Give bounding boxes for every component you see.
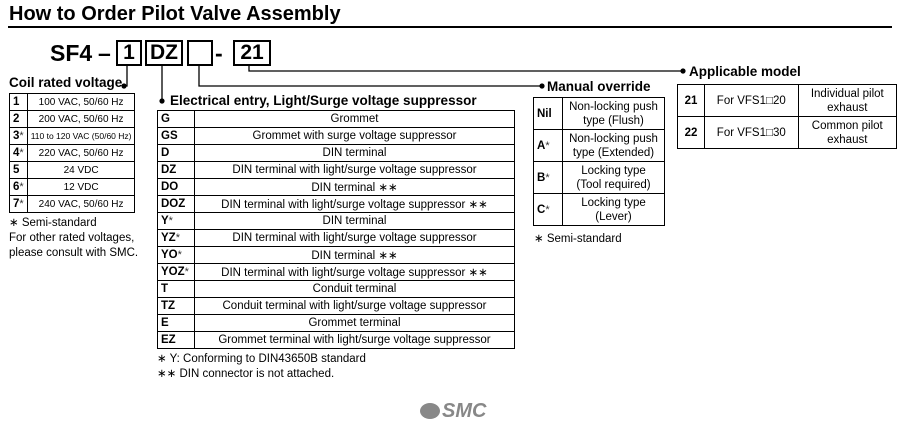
manual-code	[534, 194, 563, 226]
coil-voltage: 200 VAC, 50/60 Hz	[27, 111, 135, 128]
coil-code	[10, 94, 28, 111]
manual-desc-line-1: Locking type	[581, 164, 646, 177]
electrical-code	[158, 145, 195, 162]
smc-logo-text: SMC	[442, 400, 487, 422]
electrical-code-key: Y	[161, 215, 169, 227]
coil-code-star: *	[19, 130, 24, 142]
electrical-row	[158, 213, 515, 230]
electrical-code-key: G	[161, 113, 170, 125]
page-title: How to Order Pilot Valve Assembly	[9, 3, 341, 25]
smc-logo-mark-icon	[420, 403, 440, 419]
electrical-code	[158, 264, 195, 281]
model-row	[678, 117, 897, 149]
electrical-desc: Grommet terminal	[195, 315, 515, 332]
electrical-row	[158, 315, 515, 332]
manual-desc	[563, 194, 665, 226]
manual-header: Manual override	[547, 79, 651, 94]
electrical-code	[158, 213, 195, 230]
coil-voltage: 100 VAC, 50/60 Hz	[27, 94, 135, 111]
model-exhaust-line-1: Common pilot	[811, 119, 883, 132]
coil-code-key: 1	[13, 96, 20, 108]
electrical-code	[158, 230, 195, 247]
electrical-desc: DIN terminal with light/surge voltage suppressor	[195, 162, 515, 179]
electrical-code-star: *	[184, 266, 189, 278]
electrical-desc: DIN terminal with light/surge voltage suppressor	[195, 230, 515, 247]
coil-voltage: 110 to 120 VAC (50/60 Hz)	[27, 128, 135, 145]
electrical-desc: DIN terminal	[195, 145, 515, 162]
manual-code-star: *	[545, 139, 550, 152]
manual-code-key: C	[537, 203, 546, 216]
manual-note: ∗ Semi-standard	[534, 233, 622, 245]
coil-code	[10, 128, 28, 145]
code-box-electrical: DZ	[145, 40, 183, 66]
coil-notes	[9, 216, 138, 261]
electrical-code	[158, 247, 195, 264]
electrical-code	[158, 315, 195, 332]
electrical-desc: DIN terminal with light/surge voltage suppressor ∗∗	[195, 264, 515, 281]
electrical-row	[158, 128, 515, 145]
electrical-code-key: TZ	[161, 300, 176, 312]
electrical-code-key: DO	[161, 181, 179, 193]
model-exhaust-line-2: exhaust	[827, 101, 868, 114]
model-code: 22	[678, 117, 705, 149]
manual-code-key: Nil	[537, 107, 552, 120]
manual-row	[534, 130, 665, 162]
electrical-code-key: YO	[161, 249, 178, 261]
smc-logo	[420, 400, 486, 423]
electrical-row	[158, 162, 515, 179]
coil-voltage: 220 VAC, 50/60 Hz	[27, 145, 135, 162]
coil-row	[10, 94, 135, 111]
coil-note: please consult with SMC.	[9, 247, 139, 259]
manual-code-star: *	[545, 171, 550, 184]
electrical-code-key: YOZ	[161, 266, 185, 278]
electrical-desc: Conduit terminal with light/surge voltage suppressor	[195, 298, 515, 315]
electrical-row	[158, 111, 515, 128]
electrical-code-star: *	[177, 249, 182, 261]
electrical-note: ∗ Y: Conforming to DIN43650B standard	[157, 353, 366, 365]
coil-header: Coil rated voltage	[9, 75, 123, 90]
manual-override-table	[533, 97, 665, 226]
coil-code	[10, 145, 28, 162]
electrical-code-key: DOZ	[161, 198, 186, 210]
coil-code-key: 3	[13, 130, 20, 142]
code-box-model: 21	[233, 40, 271, 66]
manual-desc-line-1: Non-locking push	[569, 132, 658, 145]
coil-code	[10, 196, 28, 213]
coil-code	[10, 162, 28, 179]
electrical-code-key: T	[161, 283, 169, 295]
electrical-row	[158, 298, 515, 315]
applicable-model-table	[677, 84, 897, 149]
manual-code-key: B	[537, 171, 546, 184]
electrical-code	[158, 128, 195, 145]
electrical-row	[158, 230, 515, 247]
model-exhaust	[798, 85, 896, 117]
coil-code-key: 2	[13, 113, 20, 125]
coil-code-key: 7	[13, 198, 20, 210]
manual-desc-line-1: Non-locking push	[569, 100, 658, 113]
coil-code-star: *	[19, 147, 24, 159]
electrical-row	[158, 247, 515, 264]
model-exhaust	[798, 117, 896, 149]
electrical-desc: Conduit terminal	[195, 281, 515, 298]
manual-row	[534, 194, 665, 226]
coil-code-star: *	[19, 181, 24, 193]
electrical-desc: DIN terminal ∗∗	[195, 179, 515, 196]
manual-desc-line-2: (Tool required)	[576, 178, 651, 191]
manual-row	[534, 162, 665, 194]
coil-code-star: *	[19, 198, 24, 210]
electrical-header: Electrical entry, Light/Surge voltage suppressor	[170, 93, 477, 108]
electrical-code	[158, 111, 195, 128]
manual-desc-line-2: type (Flush)	[583, 114, 644, 127]
electrical-code-key: EZ	[161, 334, 176, 346]
electrical-row	[158, 179, 515, 196]
electrical-note: ∗∗ DIN connector is not attached.	[157, 368, 335, 380]
electrical-desc: Grommet terminal with light/surge voltage suppressor	[195, 332, 515, 349]
model-row	[678, 85, 897, 117]
manual-code-star: *	[545, 203, 550, 216]
electrical-code-key: YZ	[161, 232, 176, 244]
coil-row	[10, 111, 135, 128]
model-valve: For VFS1□20	[705, 85, 799, 117]
coil-code-key: 5	[13, 164, 20, 176]
manual-row	[534, 98, 665, 130]
electrical-row	[158, 145, 515, 162]
electrical-row	[158, 196, 515, 213]
model-header: Applicable model	[689, 64, 801, 79]
electrical-desc: DIN terminal with light/surge voltage suppressor ∗∗	[195, 196, 515, 213]
code-prefix: SF4	[50, 40, 93, 66]
model-exhaust-line-2: exhaust	[827, 133, 868, 146]
manual-desc	[563, 162, 665, 194]
electrical-code-key: GS	[161, 130, 178, 142]
coil-voltage-table	[9, 93, 135, 213]
manual-code	[534, 98, 563, 130]
electrical-row	[158, 332, 515, 349]
electrical-code	[158, 179, 195, 196]
coil-voltage: 12 VDC	[27, 179, 135, 196]
coil-row	[10, 162, 135, 179]
model-valve: For VFS1□30	[705, 117, 799, 149]
electrical-code-star: *	[168, 215, 173, 227]
electrical-desc: DIN terminal ∗∗	[195, 247, 515, 264]
electrical-code	[158, 162, 195, 179]
coil-row	[10, 179, 135, 196]
manual-desc-line-2: type (Extended)	[572, 146, 655, 159]
electrical-code-key: D	[161, 147, 170, 159]
electrical-desc: Grommet with surge voltage suppressor	[195, 128, 515, 145]
coil-row	[10, 145, 135, 162]
manual-desc-line-1: Locking type	[581, 196, 646, 209]
electrical-code	[158, 196, 195, 213]
coil-code	[10, 111, 28, 128]
electrical-row	[158, 264, 515, 281]
coil-note: For other rated voltages,	[9, 232, 135, 244]
code-dash-2: -	[215, 40, 223, 66]
electrical-row	[158, 281, 515, 298]
electrical-notes	[157, 352, 366, 382]
manual-code-key: A	[537, 139, 546, 152]
code-dash-1: –	[98, 40, 111, 66]
code-box-coil: 1	[116, 40, 142, 66]
manual-desc	[563, 98, 665, 130]
manual-desc	[563, 130, 665, 162]
coil-code-key: 4	[13, 147, 20, 159]
electrical-desc: DIN terminal	[195, 213, 515, 230]
electrical-code-star: *	[175, 232, 180, 244]
coil-row	[10, 196, 135, 213]
model-code: 21	[678, 85, 705, 117]
coil-note: ∗ Semi-standard	[9, 217, 97, 229]
manual-desc-line-2: (Lever)	[595, 210, 632, 223]
coil-row	[10, 128, 135, 145]
electrical-code-key: E	[161, 317, 169, 329]
electrical-code	[158, 298, 195, 315]
electrical-code	[158, 281, 195, 298]
electrical-desc: Grommet	[195, 111, 515, 128]
manual-code	[534, 130, 563, 162]
electrical-code	[158, 332, 195, 349]
coil-code-key: 6	[13, 181, 20, 193]
coil-voltage: 24 VDC	[27, 162, 135, 179]
electrical-entry-table	[157, 110, 515, 349]
manual-code	[534, 162, 563, 194]
coil-code	[10, 179, 28, 196]
coil-voltage: 240 VAC, 50/60 Hz	[27, 196, 135, 213]
model-exhaust-line-1: Individual pilot	[810, 87, 884, 100]
electrical-code-key: DZ	[161, 164, 177, 176]
